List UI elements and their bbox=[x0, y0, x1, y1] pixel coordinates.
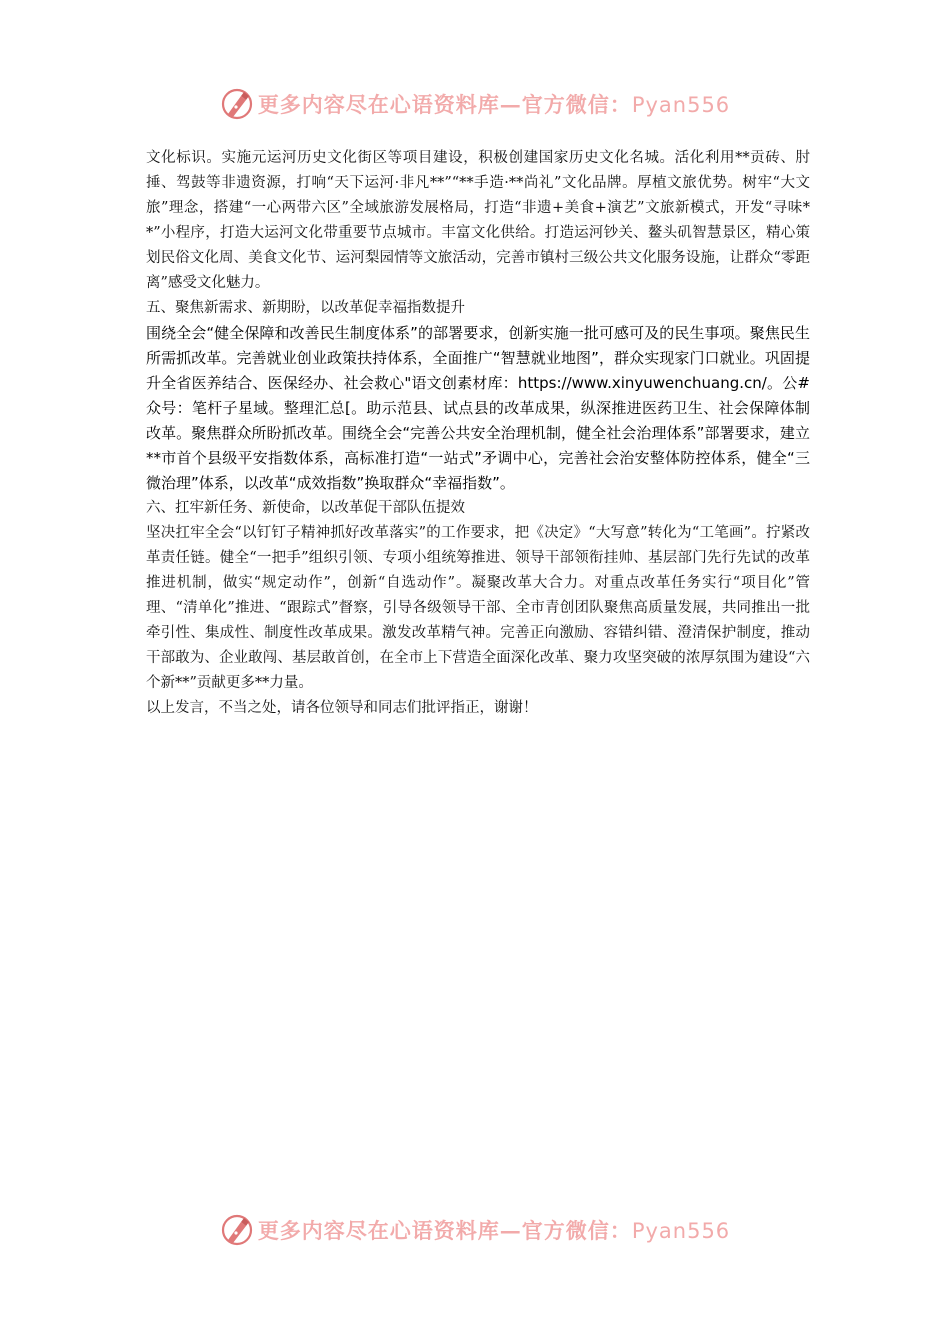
banner-wechat-id: Pyan556 bbox=[631, 93, 731, 117]
banner-text-cn: 更多内容尽在心语资料库—官方微信： bbox=[257, 1218, 632, 1243]
banner-wechat-id: Pyan556 bbox=[631, 1219, 731, 1243]
pen-nib-logo-icon bbox=[220, 87, 254, 121]
header-watermark-banner bbox=[0, 82, 950, 126]
banner-text-cn: 更多内容尽在心语资料库—官方微信： bbox=[257, 92, 632, 117]
footer-watermark-banner bbox=[0, 1208, 950, 1252]
pen-nib-logo-icon bbox=[220, 1213, 254, 1247]
section-heading-5: 五、聚焦新需求、新期盼，以改革促幸福指数提升 bbox=[146, 300, 465, 316]
paragraph-livelihood: 围绕全会“健全保障和改善民生制度体系”的部署要求，创新实施一批可感可及的民生事项。聚焦民生所需抓改革。完善就业创业政策扶持体系，全面推广“智慧就业地图”，群众实现家门口就业。巩固提升全省医养结合、医保经办、社会救心"语文创素材库：https://www.xinyuwenchuang.cn/。公#众号：笔杆子星域。整理汇总[。助示范县、试点县的改革成果，纵深推进医药卫生、社会保障体制改革。聚焦群众所盼抓改革。围绕全会“完善公共安全治理机制，健全社会治理体系”部署要求，建立**市首个县级平安指数体系，高标准打造“一站式”矛调中心，完善社会治安整体防控体系，健全“三微治理”体系，以改革“成效指数”换取群众“幸福指数”。 bbox=[146, 324, 810, 492]
section-heading-6: 六、扛牢新任务、新使命，以改革促干部队伍提效 bbox=[146, 500, 465, 516]
paragraph-closing: 以上发言，不当之处，请各位领导和同志们批评指正，谢谢！ bbox=[146, 700, 538, 716]
paragraph-cadres: 坚决扛牢全会“以钉钉子精神抓好改革落实”的工作要求，把《决定》“大写意”转化为“工笔画”。拧紧改革责任链。健全“一把手”组织引领、专项小组统筹推进、领导干部领衔挂帅、基层部门先行先试的改革推进机制，做实“规定动作”，创新“自选动作”。凝聚改革大合力。对重点改革任务实行“项目化”管理、“清单化”推进、“跟踪式”督察，引导各级领导干部、全市青创团队聚焦高质量发展，共同推出一批牵引性、集成性、制度性改革成果。激发改革精气神。完善正向激励、容错纠错、澄清保护制度，推动干部敢为、企业敢闯、基层敢首创，在全市上下营造全面深化改革、聚力攻坚突破的浓厚氛围为建设“六个新**”贡献更多**力量。 bbox=[146, 525, 810, 691]
paragraph-culture: 文化标识。实施元运河历史文化街区等项目建设，积极创建国家历史文化名城。活化利用**贡砖、肘捶、驾鼓等非遗资源，打响“天下运河·非凡**”“**手造·**尚礼”文化品牌。厚植文旅优势。树牢“大文旅”理念，搭建“一心两带六区”全域旅游发展格局，打造“非遗+美食+演艺”文旅新模式，开发“寻味**”小程序，打造大运河文化带重要节点城市。丰富文化供给。打造运河钞关、鳌头矶智慧景区，精心策划民俗文化周、美食文化节、运河梨园情等文旅活动，完善市镇村三级公共文化服务设施，让群众“零距离”感受文化魅力。 bbox=[146, 150, 810, 291]
document-body bbox=[146, 146, 810, 721]
